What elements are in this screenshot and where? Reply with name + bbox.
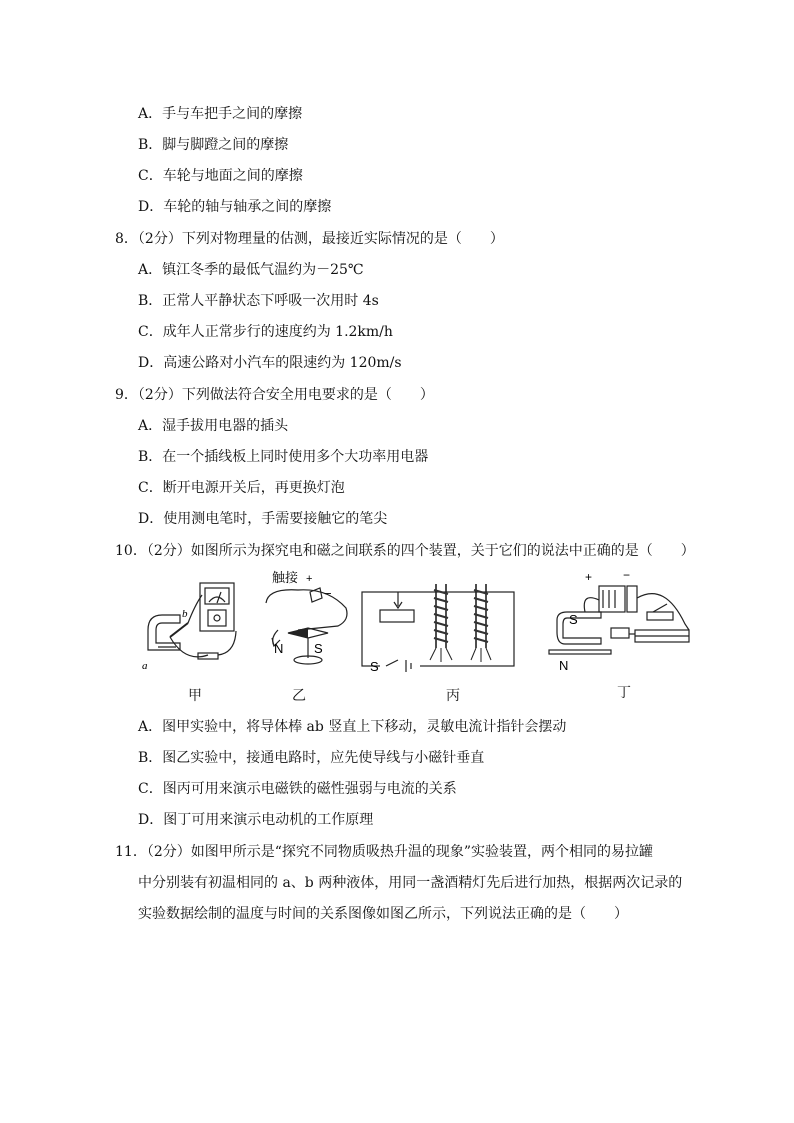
jia-label-b: b <box>182 608 188 620</box>
figure-bing <box>358 578 518 673</box>
yi-touch-label: 触接 <box>272 570 299 585</box>
q11-stem-line-3: 实验数据绘制的温度与时间的关系图像如图乙所示，下列说法正确的是（ ） <box>138 906 628 922</box>
yi-s-label: S <box>314 641 323 656</box>
ding-n-label: N <box>559 658 569 673</box>
q7-option-a: A．手与车把手之间的摩擦 <box>138 106 303 122</box>
figure-ding <box>545 568 695 678</box>
q9-option-d: D．使用测电笔时，手需要接触它的笔尖 <box>138 511 388 527</box>
q11-stem-line-1: 11．（2分）如图甲所示是“探究不同物质吸热升温的现象”实验装置，两个相同的易拉罐 <box>115 844 654 860</box>
q10-stem: 10．（2分）如图所示为探究电和磁之间联系的四个装置，关于它们的说法中正确的是（ ） <box>115 543 695 559</box>
q10-option-c: C．图丙可用来演示电磁铁的磁性强弱与电流的关系 <box>138 781 457 797</box>
bing-s-label: S <box>370 659 379 673</box>
yi-n-label: N <box>274 641 284 656</box>
figure-jia <box>140 575 250 680</box>
yi-plus-label: + <box>306 573 313 585</box>
q7-option-b: B．脚与脚蹬之间的摩擦 <box>138 137 289 153</box>
q7-option-c: C．车轮与地面之间的摩擦 <box>138 168 303 184</box>
q8-stem: 8．（2分）下列对物理量的估测，最接近实际情况的是（ ） <box>115 231 504 247</box>
q10-option-d: D．图丁可用来演示电动机的工作原理 <box>138 812 374 828</box>
q11-stem-line-2: 中分别装有初温相同的 a、b 两种液体，用同一盏酒精灯先后进行加热，根据两次记录的 <box>138 875 683 891</box>
ding-minus-label: − <box>623 568 631 582</box>
q10-option-b: B．图乙实验中，接通电路时，应先使导线与小磁针垂直 <box>138 750 485 766</box>
ding-plus-label: + <box>585 570 593 584</box>
jia-label-a: a <box>142 660 148 672</box>
q8-option-b: B．正常人平静状态下呼吸一次用时 4s <box>138 293 379 309</box>
figure-label-yi: 乙 <box>292 688 306 704</box>
yi-minus-label: − <box>324 586 332 601</box>
q9-option-b: B．在一个插线板上同时使用多个大功率用电器 <box>138 449 429 465</box>
figure-label-jia: 甲 <box>188 688 202 704</box>
ding-s-label: S <box>569 612 578 627</box>
q10-option-a: A．图甲实验中，将导体棒 ab 竖直上下移动，灵敏电流计指针会摆动 <box>138 719 567 735</box>
q9-stem: 9．（2分）下列做法符合安全用电要求的是（ ） <box>115 387 434 403</box>
q9-option-c: C．断开电源开关后，再更换灯泡 <box>138 480 345 496</box>
q7-option-d: D．车轮的轴与轴承之间的摩擦 <box>138 199 332 215</box>
figure-label-ding: 丁 <box>617 685 631 701</box>
q8-option-d: D．高速公路对小汽车的限速约为 120m/s <box>138 355 402 371</box>
figure-label-bing: 丙 <box>446 688 460 704</box>
q8-option-c: C．成年人正常步行的速度约为 1.2km/h <box>138 324 393 340</box>
q8-option-a: A．镇江冬季的最低气温约为－25℃ <box>138 262 364 278</box>
figure-yi <box>258 568 358 678</box>
q9-option-a: A．湿手拔用电器的插头 <box>138 418 289 434</box>
